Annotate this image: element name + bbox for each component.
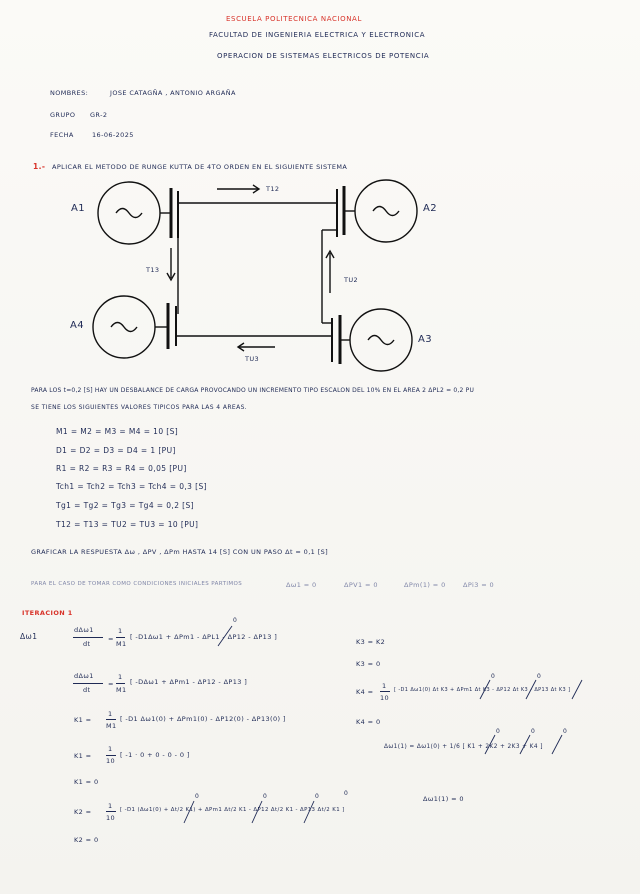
k1-coef-num: 1 (108, 710, 113, 718)
omega-update: Δω1(1) = Δω1(0) + 1/6 [ K1 + 2K2 + 2K3 + K4 ] (384, 744, 543, 750)
param-tg: Tg1 = Tg2 = Tg3 = Tg4 = 0,2 [S] (56, 501, 194, 510)
k2-rhs: [ -D1 (Δω1(0) + Δt/2 K1) + ΔPm1 Δt/2 K1 - ΔP12 Δt/2 K1 - ΔP13 Δt/2 K1 ] (120, 807, 345, 813)
k4-value: K4 = 0 (356, 718, 381, 726)
k2-label: K2 = (74, 808, 92, 816)
k4-coef-num: 1 (382, 682, 387, 690)
k1-val-coef-num: 1 (108, 745, 113, 753)
k4-coef-den: 10 (380, 694, 390, 702)
area-a3-label: A3 (418, 334, 433, 345)
faculty-name: FACULTAD DE INGENIERIA ELECTRICA Y ELECTRONICA (209, 31, 426, 39)
problem-number: 1.- (33, 162, 46, 171)
eq1-numerator: dΔω1 (74, 626, 94, 634)
k1-rhs: [ -D1 Δω1(0) + ΔPm1(0) - ΔP12(0) - ΔP13(0) ] (120, 715, 286, 723)
initial-c1: Δω1 = 0 (286, 581, 317, 589)
initial-c3: ΔPm(1) = 0 (404, 581, 446, 589)
iteration-variable: Δω1 (20, 632, 38, 641)
eq1-coef-den: M1 (116, 640, 127, 648)
sup-zero-10: 0 (563, 728, 568, 735)
k1-val: [ -1 · 0 + 0 - 0 - 0 ] (120, 751, 190, 759)
flow-t12-label: T12 (266, 185, 280, 193)
omega-final: Δω1(1) = 0 (423, 795, 464, 803)
eq1-coef-num: 1 (118, 627, 123, 635)
area-a4-label: A4 (70, 320, 85, 331)
k1-label: K1 = (74, 716, 92, 724)
description-line-2: SE TIENE LOS SIGUIENTES VALORES TIPICOS PARA LAS 4 AREAS. (31, 404, 248, 411)
k2-result: K2 = 0 (74, 836, 99, 844)
k2-coef-num: 1 (108, 802, 113, 810)
flow-t13-label: T13 (146, 266, 160, 274)
names-value: JOSE CATAGÑA , ANTONIO ARGAÑA (110, 89, 236, 97)
k1-result: K1 = 0 (74, 778, 99, 786)
problem-statement: APLICAR EL METODO DE RUNGE KUTTA DE 4TO ORDEN EN EL SIGUIENTE SISTEMA (52, 163, 348, 171)
sup-zero-3: 0 (263, 793, 268, 800)
area-a1-label: A1 (71, 203, 86, 214)
course-name: OPERACION DE SISTEMAS ELECTRICOS DE POTENCIA (217, 52, 430, 60)
flow-tu2-label: TU2 (344, 276, 359, 284)
eq2-coef-den: M1 (116, 686, 127, 694)
param-r: R1 = R2 = R3 = R4 = 0,05 [PU] (56, 464, 187, 473)
iteration-title: ITERACION 1 (22, 609, 73, 617)
k1-coef-den: M1 (106, 722, 117, 730)
initial-c2: ΔPV1 = 0 (344, 581, 378, 589)
sup-zero-7: 0 (537, 673, 542, 680)
param-tch: Tch1 = Tch2 = Tch3 = Tch4 = 0,3 [S] (56, 482, 207, 491)
eq2-coef-num: 1 (118, 673, 123, 681)
k1-val-coef-den: 10 (106, 757, 116, 765)
sup-zero-4: 0 (315, 793, 320, 800)
sup-zero-8: 0 (496, 728, 501, 735)
k4-label: K4 = (356, 688, 374, 696)
task-statement: GRAFICAR LA RESPUESTA Δω , ΔPV , ΔPm HASTA 14 [S] CON UN PASO Δt = 0,1 [S] (31, 548, 329, 556)
sup-zero-9: 0 (531, 728, 536, 735)
eq1-rhs: [ -D1Δω1 + ΔPm1 - ΔPL1 - ΔP12 - ΔP13 ] (130, 633, 278, 641)
k3-equals-k2: K3 = K2 (356, 638, 386, 646)
initial-text: PARA EL CASO DE TOMAR COMO CONDICIONES INICIALES PARTIMOS (31, 581, 243, 587)
names-label: NOMBRES: (50, 89, 89, 97)
eq2-numerator: dΔω1 (74, 672, 94, 680)
school-name: ESCUELA POLITECNICA NACIONAL (226, 15, 362, 23)
initial-c4: ΔPi3 = 0 (463, 581, 495, 589)
k1-val-label: K1 = (74, 752, 92, 760)
date-label: FECHA (50, 131, 74, 139)
sup-zero-1: 0 (233, 617, 238, 624)
eq2-denominator: dt (83, 686, 91, 694)
description-line-1: PARA LOS t=0,2 [S] HAY UN DESBALANCE DE CARGA PROVOCANDO UN INCREMENTO TIPO ESCALON DEL 10% EN EL AREA 2 ΔPL2 = 0,2 PU (31, 387, 475, 394)
group-value: GR-2 (90, 111, 108, 119)
eq2-rhs: [ -DΔω1 + ΔPm1 - ΔP12 - ΔP13 ] (130, 678, 248, 686)
eq1-denominator: dt (83, 640, 91, 648)
k4-rhs: [ -D1 Δω1(0) Δt K3 + ΔPm1 Δt K3 - ΔP12 Δt K3 - ΔP13 Δt K3 ] (394, 687, 571, 693)
date-value: 16-06-2025 (92, 131, 134, 139)
sup-zero-2: 0 (195, 793, 200, 800)
k2-coef-den: 10 (106, 814, 116, 822)
param-t: T12 = T13 = TU2 = TU3 = 10 [PU] (56, 520, 199, 529)
group-label: GRUPO (50, 111, 76, 119)
k3-value: K3 = 0 (356, 660, 381, 668)
area-a2-label: A2 (423, 203, 438, 214)
param-d: D1 = D2 = D3 = D4 = 1 [PU] (56, 446, 176, 455)
sup-zero-6: 0 (491, 673, 496, 680)
param-m: M1 = M2 = M3 = M4 = 10 [S] (56, 427, 179, 436)
sup-zero-5: 0 (344, 790, 349, 797)
document-page: ESCUELA POLITECNICA NACIONAL FACULTAD DE INGENIERIA ELECTRICA Y ELECTRONICA OPERACION DE SISTEMAS ELECTRICOS DE POTENCIA NOMBRES: JOSE CATAGÑA , ANTONIO ARGAÑA GRUPO GR-2 FECHA 16-06-2025 1.- APLICAR EL METODO DE RUNGE KUTTA DE 4TO ORDEN EN EL SIGUIENTE SISTEMA A1 A2 A3 A4 T12 T13 TU2 TU3 PARA LOS t=0,2 [S] HAY UN DESBALANCE DE CARGA PROVOCANDO UN INCREMENTO TIPO ESCALON DEL 10% EN EL AREA 2 ΔPL2 = 0,2 PU SE TIENE LOS SIGUIENTES VALORES TIPICOS PARA LAS 4 AREAS. M1 = M2 = M3 = M4 = 10 [S] D1 = D2 = D3 = D4 = 1 [PU] R1 = R2 = R3 = R4 = 0,05 [PU] Tch1 = Tch2 = Tch3 = Tch4 = 0,3 [S] Tg1 = Tg2 = Tg3 = Tg4 = 0,2 [S] T12 = T13 = TU2 = TU3 = 10 [PU] GRAFICAR LA RESPUESTA Δω , ΔPV , ΔPm HASTA 14 [S] CON UN PASO Δt = 0,1 [S] PARA EL CASO DE TOMAR COMO CONDICIONES INICIALES PARTIMOS Δω1 = 0 ΔPV1 = 0 ΔPm(1) = 0 ΔPi3 = 0 ITERACION 1 Δω1 dΔω1 dt = 1 M1 [ -D1Δω1 + ΔPm1 - ΔPL1 - ΔP12 - ΔP13 ] dΔω1 dt = 1 M1 [ -DΔω1 + ΔPm1 - ΔP12 - ΔP13 ] K1 = 1 M1 [ -D1 Δω1(0) + ΔPm1(0) - ΔP12(0) - ΔP13(0) ] K1 = 1 10 [ -1 · 0 + 0 - 0 - 0 ] K1 = 0 K2 = 1 10 [ -D1 (Δω1(0) + Δt/2 K1) + ΔPm1 Δt/2 K1 - ΔP12 Δt/2 K1 - ΔP13 Δt/2 K1 ] K2 = 0 K3 = K2 K3 = 0 K4 = 1 10 [ -D1 Δω1(0) Δt K3 + ΔPm1 Δt K3 - ΔP12 Δt K3 - ΔP13 Δt K3 ] K4 = 0 Δω1(1) = Δω1(0) + 1/6 [ K1 + 2K2 + 2K3 + K4 ] Δω1(1) = 0 0 0 0 0 0 0 0 0 0 0 (0, 0, 640, 894)
flow-tu3-label: TU3 (245, 355, 260, 363)
